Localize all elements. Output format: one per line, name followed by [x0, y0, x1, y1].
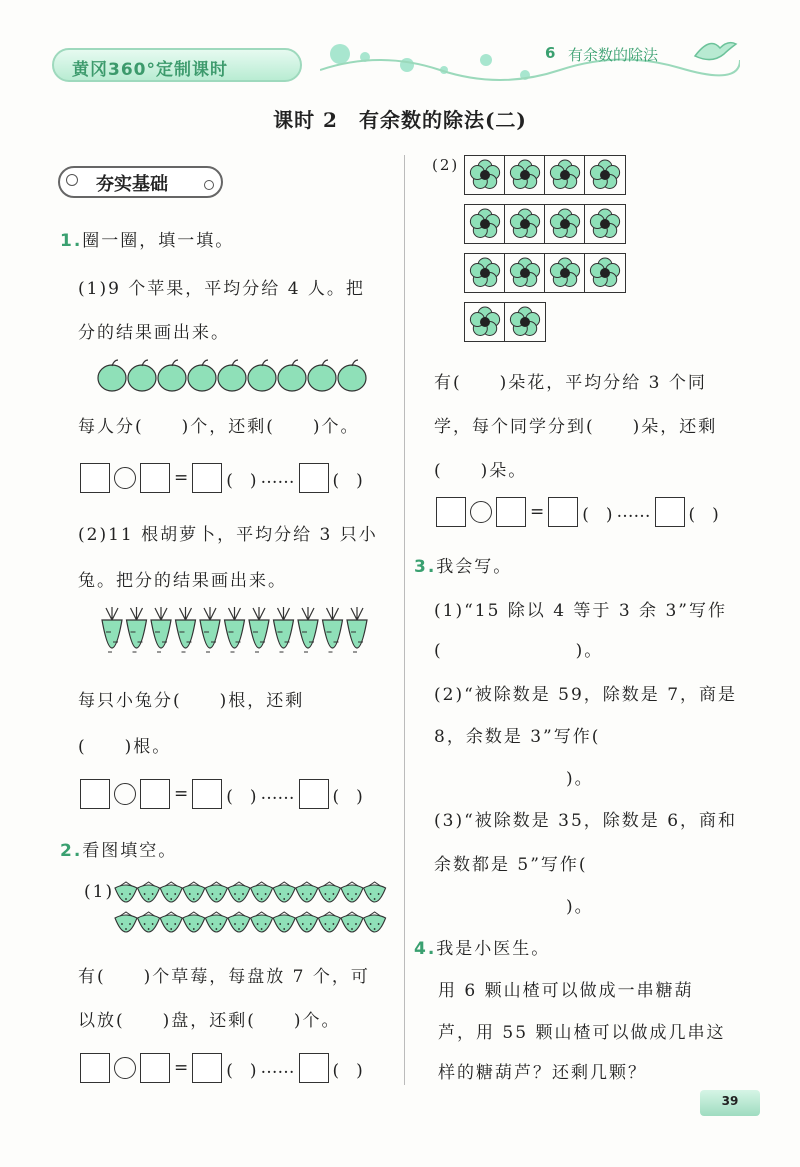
carrot-icon	[249, 607, 269, 652]
apple-icon	[188, 360, 216, 391]
q1-number: 1.	[60, 231, 83, 251]
apple-icon	[248, 360, 276, 391]
tag-ring-icon	[66, 174, 78, 186]
remainder-dots: ……	[260, 468, 295, 488]
flower-icon	[505, 254, 545, 292]
q1-p2-fill2: ( )根。	[78, 737, 172, 757]
q1-p1-fill: 每人分( )个，还剩( )个。	[78, 417, 360, 437]
q1-p1-line2: 分的结果画出来。	[78, 323, 230, 343]
unit-paren[interactable]: ( )	[332, 1060, 363, 1081]
carrot-icon	[298, 607, 318, 652]
q1-p2-line2: 兔。把分的结果画出来。	[78, 571, 287, 591]
operator-circle[interactable]	[114, 1057, 136, 1079]
header-banner-text: 黄冈360°定制课时	[72, 60, 228, 80]
q4-line2: 芦，用 55 颗山楂可以做成几串这	[438, 1023, 726, 1043]
answer-box[interactable]	[140, 463, 170, 493]
apples-image	[96, 358, 372, 394]
strawberry-icon	[341, 912, 363, 932]
q3-line6: (3)“被除数是 35，除数是 6，商和	[434, 811, 738, 831]
equals-sign: =	[174, 784, 189, 804]
decor-vine	[320, 40, 740, 90]
flower-icon	[505, 205, 545, 243]
flower-icon	[585, 254, 625, 292]
flower-row	[464, 204, 626, 244]
q2-number: 2.	[60, 841, 83, 861]
flower-icon	[585, 205, 625, 243]
apple-icon	[338, 360, 366, 391]
carrot-icon	[323, 607, 343, 652]
unit-paren[interactable]: ( )	[226, 786, 257, 807]
equals-sign: =	[530, 502, 545, 522]
strawberry-icon	[183, 912, 205, 932]
q2-p2-fill2: 学，每个同学分到( )朵，还剩	[434, 417, 718, 437]
answer-box[interactable]	[192, 1053, 222, 1083]
answer-box[interactable]	[192, 779, 222, 809]
operator-circle[interactable]	[114, 467, 136, 489]
strawberry-icon	[296, 912, 318, 932]
chapter-title: 有余数的除法	[568, 46, 659, 64]
answer-box[interactable]	[192, 463, 222, 493]
answer-box[interactable]	[140, 779, 170, 809]
answer-box[interactable]	[496, 497, 526, 527]
flower-icon	[505, 303, 545, 341]
apple-icon	[278, 360, 306, 391]
answer-box[interactable]	[140, 1053, 170, 1083]
lesson-title: 课时 2 有余数的除法(二)	[273, 108, 527, 132]
equation-row	[80, 778, 363, 810]
strawberry-icon	[341, 882, 363, 902]
unit-paren[interactable]: ( )	[226, 1060, 257, 1081]
flower-row	[464, 302, 546, 342]
carrot-icon	[127, 607, 147, 652]
equation-row	[80, 462, 363, 494]
q1-p2-line1: (2)11 根胡萝卜，平均分给 3 只小	[78, 525, 378, 545]
q3-title: 我会写。	[436, 557, 513, 577]
page-number: 39	[700, 1090, 760, 1116]
strawberry-icon	[138, 912, 160, 932]
q2-p1-fill1: 有( )个草莓，每盘放 7 个，可	[78, 967, 370, 987]
flower-grid	[464, 302, 546, 342]
strawberry-icon	[205, 882, 227, 902]
remainder-dots: ……	[260, 1058, 295, 1078]
flower-grid	[464, 204, 626, 244]
strawberry-icon	[251, 912, 273, 932]
q4-heading	[414, 934, 550, 959]
strawberry-icon	[205, 912, 227, 932]
strawberry-icon	[115, 912, 137, 932]
operator-circle[interactable]	[114, 783, 136, 805]
strawberry-icon	[318, 912, 340, 932]
carrot-icon	[225, 607, 245, 652]
flower-icon	[465, 303, 505, 341]
strawberries-image	[112, 876, 392, 940]
answer-box[interactable]	[436, 497, 466, 527]
equation-row	[436, 496, 719, 528]
unit-paren[interactable]: ( )	[582, 504, 613, 525]
q3-line8: )。	[566, 897, 594, 917]
answer-box[interactable]	[299, 1053, 329, 1083]
q4-line3: 样的糖葫芦？还剩几颗？	[438, 1063, 647, 1083]
carrot-icon	[102, 607, 122, 652]
answer-box[interactable]	[299, 463, 329, 493]
carrot-icon	[274, 607, 294, 652]
apple-icon	[308, 360, 336, 391]
flower-icon	[465, 205, 505, 243]
apple-icon	[128, 360, 156, 391]
q2-heading	[60, 836, 177, 861]
flower-icon	[545, 205, 585, 243]
q3-line5: )。	[566, 769, 594, 789]
q1-p1-line1: (1)9 个苹果，平均分给 4 人。把	[78, 279, 365, 299]
flower-grid	[464, 155, 626, 195]
q3-line2: ( )。	[434, 641, 604, 661]
strawberry-icon	[273, 882, 295, 902]
strawberry-icon	[273, 912, 295, 932]
carrot-icon	[151, 607, 171, 652]
q1-heading	[60, 226, 234, 251]
strawberry-icon	[160, 912, 182, 932]
strawberry-icon	[251, 882, 273, 902]
equals-sign: =	[174, 1058, 189, 1078]
strawberry-icon	[228, 912, 250, 932]
answer-box[interactable]	[655, 497, 685, 527]
carrot-icon	[200, 607, 220, 652]
q4-line1: 用 6 颗山楂可以做成一串糖葫	[438, 981, 694, 1001]
unit-paren[interactable]: ( )	[332, 786, 363, 807]
strawberry-icon	[318, 882, 340, 902]
apple-icon	[158, 360, 186, 391]
answer-box[interactable]	[80, 463, 110, 493]
strawberry-icon	[115, 882, 137, 902]
strawberry-icon	[296, 882, 318, 902]
flower-grid	[464, 253, 626, 293]
q3-line4: 8，余数是 3”写作(	[434, 727, 601, 747]
answer-box[interactable]	[299, 779, 329, 809]
equation-row	[80, 1052, 363, 1084]
q3-number: 3.	[414, 557, 437, 577]
q3-heading	[414, 552, 512, 577]
strawberry-icon	[183, 882, 205, 902]
strawberry-icon	[160, 882, 182, 902]
flower-icon	[465, 156, 505, 194]
flower-row	[464, 155, 626, 195]
carrot-icon	[176, 607, 196, 652]
q2-title: 看图填空。	[82, 841, 178, 861]
flower-icon	[465, 254, 505, 292]
q2-p2-label: (2)	[432, 156, 460, 174]
flower-row	[464, 253, 626, 293]
tag-ring-icon	[204, 180, 214, 190]
strawberry-icon	[364, 882, 386, 902]
chapter-number: 6	[545, 44, 556, 62]
equals-sign: =	[174, 468, 189, 488]
carrots-image	[100, 606, 372, 662]
q2-p1-label: (1)	[84, 882, 115, 902]
answer-box[interactable]	[548, 497, 578, 527]
section-tag-text: 夯实基础	[96, 174, 168, 195]
strawberry-icon	[364, 912, 386, 932]
answer-box[interactable]	[80, 1053, 110, 1083]
q3-line7: 余数都是 5”写作(	[434, 855, 588, 875]
q3-line3: (2)“被除数是 59，除数是 7，商是	[434, 685, 738, 705]
strawberry-icon	[228, 882, 250, 902]
unit-paren[interactable]: ( )	[688, 504, 719, 525]
q4-number: 4.	[414, 939, 437, 959]
flower-icon	[505, 156, 545, 194]
strawberry-icon	[138, 882, 160, 902]
remainder-dots: ……	[616, 502, 651, 522]
operator-circle[interactable]	[470, 501, 492, 523]
q2-p1-fill2: 以放( )盘，还剩( )个。	[78, 1011, 341, 1031]
apple-icon	[98, 360, 126, 391]
remainder-dots: ……	[260, 784, 295, 804]
flower-icon	[585, 156, 625, 194]
q2-p2-fill1: 有( )朵花，平均分给 3 个同	[434, 373, 707, 393]
unit-paren[interactable]: ( )	[226, 470, 257, 491]
carrot-icon	[347, 607, 367, 652]
q1-p2-fill1: 每只小兔分( )根，还剩	[78, 691, 305, 711]
q3-line1: (1)“15 除以 4 等于 3 余 3”写作	[434, 601, 727, 621]
q4-title: 我是小医生。	[436, 939, 551, 959]
flower-icon	[545, 254, 585, 292]
flower-icon	[545, 156, 585, 194]
q1-title: 圈一圈，填一填。	[82, 231, 235, 251]
answer-box[interactable]	[80, 779, 110, 809]
apple-icon	[218, 360, 246, 391]
unit-paren[interactable]: ( )	[332, 470, 363, 491]
bird-icon	[690, 36, 740, 66]
column-divider	[404, 155, 405, 1085]
q2-p2-fill3: ( )朵。	[434, 461, 528, 481]
